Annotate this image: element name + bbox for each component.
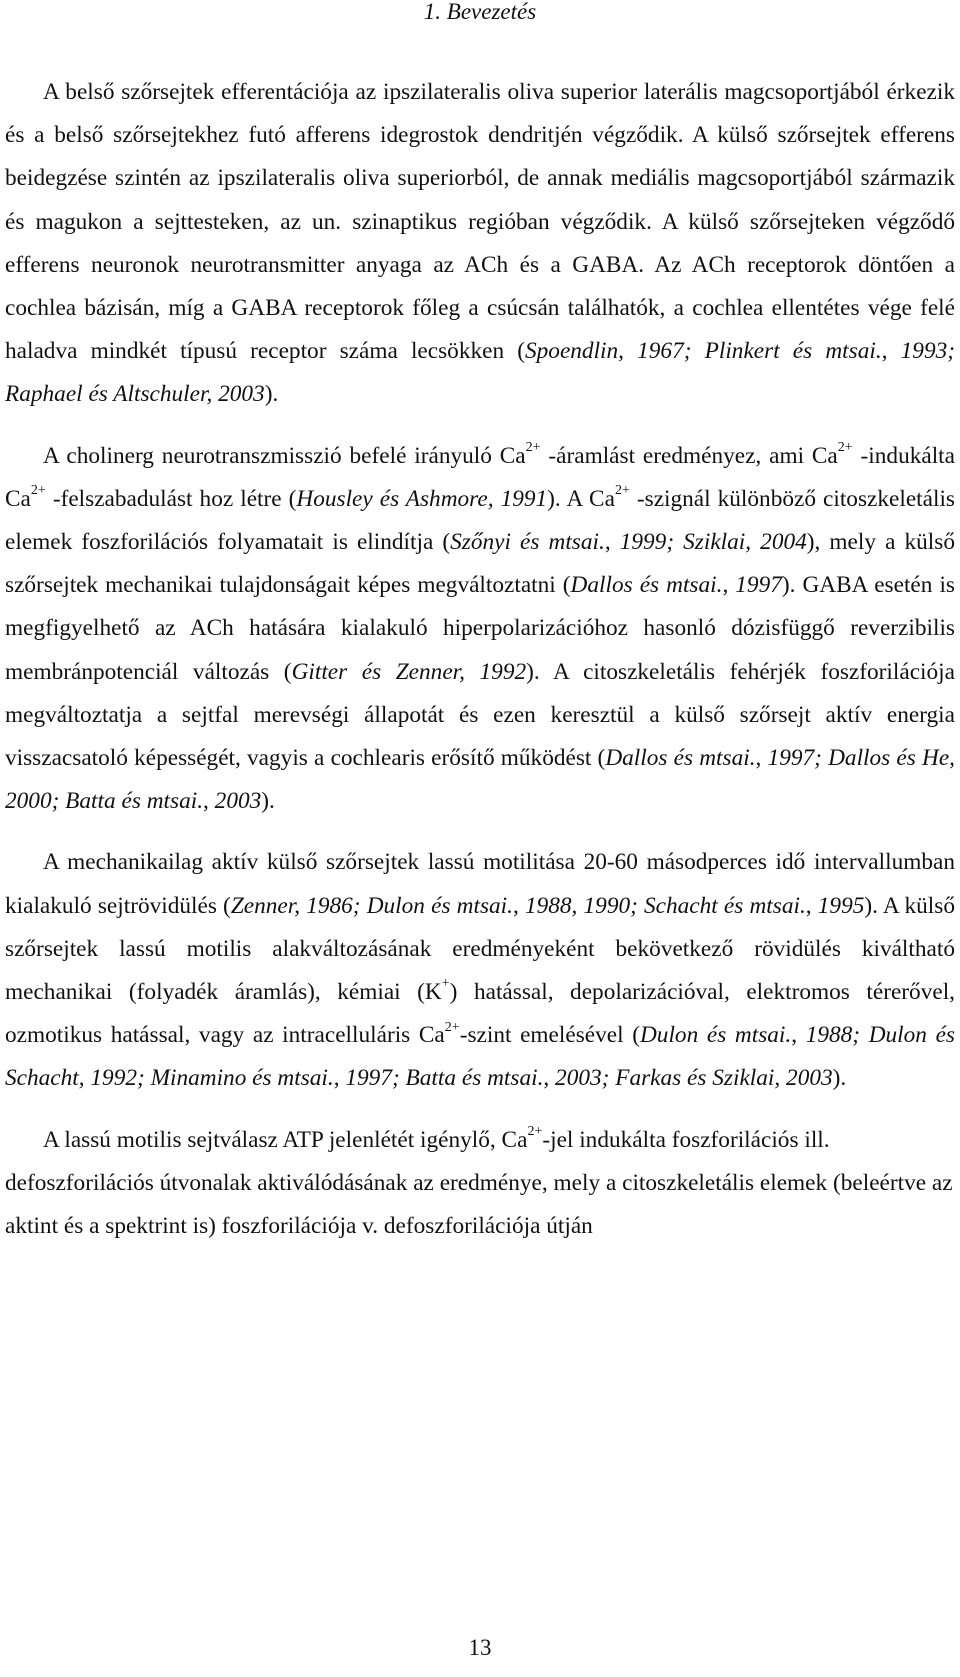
paragraph [5, 71, 955, 417]
superscript: + [441, 976, 450, 992]
superscript: 2+ [614, 483, 630, 499]
running-header: 1. Bevezetés [423, 0, 537, 24]
text-run: -szint emelésével ( [459, 1022, 640, 1049]
text-run: , [604, 529, 620, 556]
text-run: , [722, 572, 736, 599]
superscript: 2+ [444, 1019, 460, 1035]
citation-text: Dallos és mtsai. [605, 745, 756, 772]
citation-text: Gitter és Zenner, 1992 [291, 658, 527, 685]
paragraph [5, 1119, 955, 1249]
citation-text: 1999; Sziklai, 2004 [619, 529, 807, 556]
text-run: ). A külső szőrsejtek lassú motilis alakváltozásának eredményeként bekövetkező rövidülés kiváltható mechanikai (folyadék áramlás), kémiai (K [5, 892, 955, 1006]
citation-text: Spoendlin, 1967; Plinkert és mtsai. [525, 338, 882, 365]
text-run: A lassú motilis sejtválasz ATP jelenlétét igénylő, Ca [43, 1126, 528, 1153]
text-run: ), mely a külső szőrsejtek mechanikai tulajdonságait képes megváltoztatni ( [5, 529, 955, 599]
citation-text: 1993; Raphael és Altschuler, 2003 [5, 338, 955, 408]
citation-text: Zenner, 1986; Dulon és mtsai. [230, 892, 513, 919]
text-run: ). A citoszkeletális fehérjék foszforilációja megváltoztatja a sejtfal merevségi állapotát és ezen keresztül a külső szőrsejt aktív energia visszacsatoló képességét, vagyis a cochlearis erősítő működést ( [5, 658, 955, 772]
text-run: , [333, 1065, 346, 1092]
paragraph [5, 841, 955, 1100]
superscript: 2+ [837, 439, 853, 455]
citation-text: 1988, 1990; Schacht és mtsai. [524, 892, 806, 919]
text-run: , [203, 788, 215, 815]
text-run: ). A Ca [547, 485, 615, 512]
citation-text: Dulon és mtsai. [639, 1022, 792, 1049]
text-run: A belső szőrsejtek efferentációja az ipszilateralis oliva superior laterális magcsoportjából érkezik és a belső szőrsejtekhez futó afferens idegrostok dendritjén végződik. A külső szőrsejtek efferens beidegzése szintén az ipszilateralis oliva superiorból, de annak mediális magcsoportjából származik és magukon a sejttesteken, az un. szinaptikus regióban végződik. A külső szőrsejteken végződő efferens neuronok neurotransmitter anyaga az ACh és a GABA. Az ACh receptorok döntően a cochlea bázisán, míg a GABA receptorok főleg a csúcsán találhatók, a cochlea ellentétes vége felé haladva mindkét típusú receptor száma lecsökken ( [5, 79, 955, 365]
text-run: , [755, 745, 768, 772]
text-run: ). [832, 1065, 847, 1092]
page-number: 13 [468, 1635, 492, 1660]
citation-text: 1997; Batta és mtsai. [345, 1065, 544, 1092]
text-run: ). [261, 788, 275, 815]
body-text [5, 71, 955, 1266]
text-run: A cholinerg neurotranszmisszió befelé irányuló Ca [43, 442, 526, 469]
text-run: -felszabadulást hoz létre ( [45, 485, 297, 512]
citation-text: 1997 [735, 572, 782, 599]
text-run: -indukálta Ca [5, 442, 955, 512]
text-run: ). GABA esetén is megfigyelhető az ACh hatására kialakuló hiperpolarizációhoz hasonló dózisfüggő reverzibilis membránpotenciál változás ( [5, 572, 955, 685]
text-run: , [881, 338, 901, 365]
text-run: , [791, 1022, 806, 1049]
text-run: -szignál különböző citoszkeletális elemek foszforilációs folyamatait is elindítja ( [5, 485, 955, 556]
citation-text: Housley és Ashmore, 1991 [296, 485, 548, 512]
citation-text: 1995 [817, 892, 865, 919]
text-run: , [512, 892, 525, 919]
citation-text: 2003; Farkas és Sziklai, 2003 [555, 1065, 833, 1092]
text-run: ) hatással, depolarizációval, elektromos térerővel, ozmotikus hatással, vagy az intracelluláris Ca [5, 979, 955, 1049]
text-run: -jel indukálta foszforilációs ill. defoszforilációs útvonalak aktiválódásának az eredménye, mely a citoszkeletális elemek (beleértve az aktint és a spektrint is) foszforilációja v. defoszforilációja útján [5, 1126, 953, 1240]
text-run: , [543, 1065, 556, 1092]
citation-text: Dallos és mtsai. [570, 572, 723, 599]
superscript: 2+ [527, 1123, 543, 1139]
text-run: ). [264, 381, 279, 408]
text-run: , [805, 892, 818, 919]
citation-text: 2003 [214, 788, 262, 815]
text-run: -áramlást eredményez, ami Ca [540, 442, 838, 469]
paragraph [5, 435, 955, 824]
text-run: A mechanikailag aktív külső szőrsejtek lassú motilitása 20-60 másodperces idő intervallumban kialakuló sejtrövidülés ( [5, 849, 955, 919]
superscript: 2+ [30, 483, 46, 499]
citation-text: 1988; Dulon és Schacht, 1992; Minamino és mtsai. [5, 1022, 955, 1092]
superscript: 2+ [525, 439, 541, 455]
citation-text: Szőnyi és mtsai. [450, 529, 605, 556]
citation-text: 1997; Dallos és He, 2000; Batta és mtsai. [5, 745, 956, 815]
